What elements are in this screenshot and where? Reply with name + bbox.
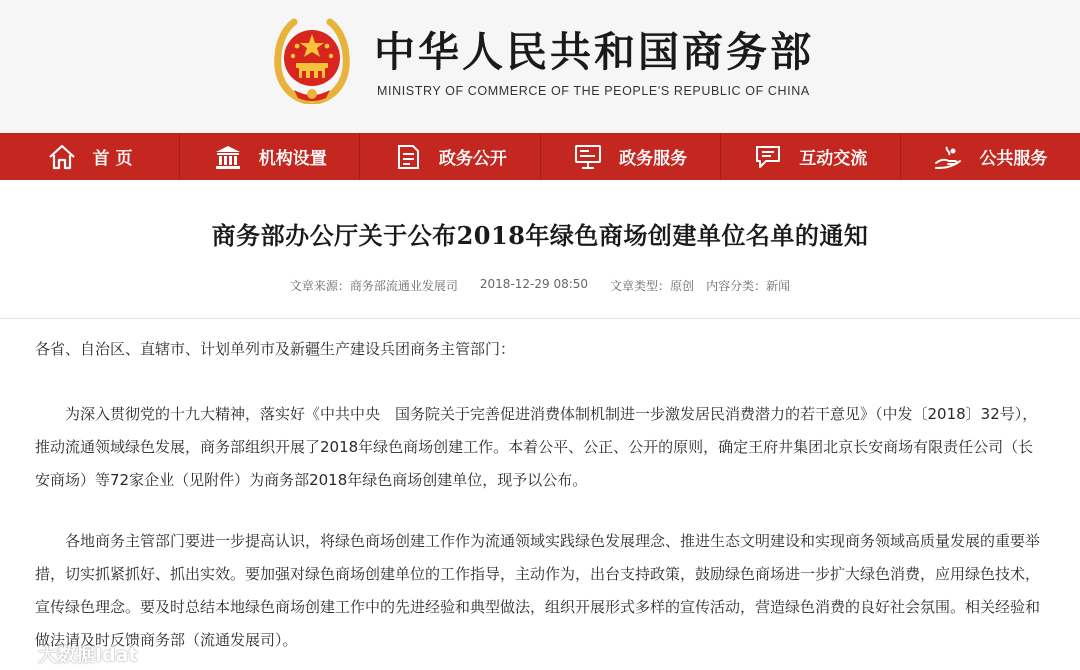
- nav-item-public-services[interactable]: [901, 133, 1080, 180]
- site-subtitle: MINISTRY OF COMMERCE OF THE PEOPLE'S REPUBLIC OF CHINA: [377, 84, 810, 98]
- monitor-icon: [573, 143, 603, 171]
- hand-icon: [933, 143, 963, 171]
- nav-item-interaction[interactable]: [721, 133, 901, 180]
- meta-date: 2018-12-29 08:50: [479, 277, 589, 291]
- article-body: [35, 333, 1047, 657]
- nav-item-home[interactable]: [0, 133, 180, 180]
- home-icon: [47, 143, 77, 171]
- meta-type-label: 文章类型：: [610, 279, 671, 293]
- site-header: [0, 0, 1080, 133]
- meta-category: [706, 277, 790, 294]
- nav-item-government-services[interactable]: [541, 133, 721, 180]
- meta-category-label: 内容分类：: [706, 279, 767, 293]
- building-icon: [213, 143, 243, 171]
- meta-source: [290, 277, 458, 294]
- meta-category-value: 新闻: [766, 279, 791, 293]
- nav-label: 机构设置: [258, 149, 327, 169]
- divider: [0, 318, 1080, 319]
- watermark-text: 大数据Idat: [38, 643, 138, 666]
- article-salutation: 各省、自治区、直辖市、计划单列市及新疆生产建设兵团商务主管部门：: [35, 340, 516, 358]
- site-title: 中华人民共和国商务部: [374, 28, 814, 76]
- article-meta: [0, 277, 1080, 294]
- nav-label: 政务公开: [438, 149, 507, 169]
- meta-source-value: 商务部流通业发展司: [349, 279, 458, 293]
- nav-label: 互动交流: [799, 149, 868, 169]
- nav-label: 政务服务: [619, 149, 688, 169]
- meta-type: [610, 277, 694, 294]
- article-paragraph: 为深入贯彻党的十九大精神，落实好《中共中央 国务院关于完善促进消费体制机制进一步激发居民消费潜力的若干意见》（中发〔2018〕32号），推动流通领域绿色发展，商务部组织开展了2018年绿色商场创建工作。本着公平、公正、公开的原则，确定王府井集团北京长安商场有限责任公司（长安商场）等72家企业（见附件）为商务部2018年绿色商场创建单位，现予以公布。: [35, 405, 1038, 489]
- meta-source-label: 文章来源：: [289, 279, 350, 293]
- meta-type-value: 原创: [670, 279, 695, 293]
- nav-item-organization[interactable]: [180, 133, 360, 180]
- nav-label: 公共服务: [979, 149, 1048, 169]
- chat-icon: [753, 143, 783, 171]
- document-icon: [393, 143, 423, 171]
- article-title: 商务部办公厅关于公布2018年绿色商场创建单位名单的通知: [211, 221, 869, 250]
- watermark: [8, 640, 138, 666]
- watermark-logo-icon: [8, 641, 34, 665]
- nav-item-government-affairs[interactable]: [360, 133, 540, 180]
- national-emblem-icon[interactable]: [274, 18, 350, 104]
- nav-label: 首 页: [92, 149, 133, 169]
- main-nav: [0, 133, 1080, 180]
- article-paragraph: 各地商务主管部门要进一步提高认识，将绿色商场创建工作作为流通领域实践绿色发展理念、推进生态文明建设和实现商务领域高质量发展的重要举措，切实抓紧抓好、抓出实效。要加强对绿色商场创建单位的工作指导，主动作为，出台支持政策，鼓励绿色商场进一步扩大绿色消费，应用绿色技术，宣传绿色理念。要及时总结本地绿色商场创建工作中的先进经验和典型做法，组织开展形式多样的宣传活动，营造绿色消费的良好社会氛围。相关经验和做法请及时反馈商务部（流通发展司）。: [35, 532, 1041, 649]
